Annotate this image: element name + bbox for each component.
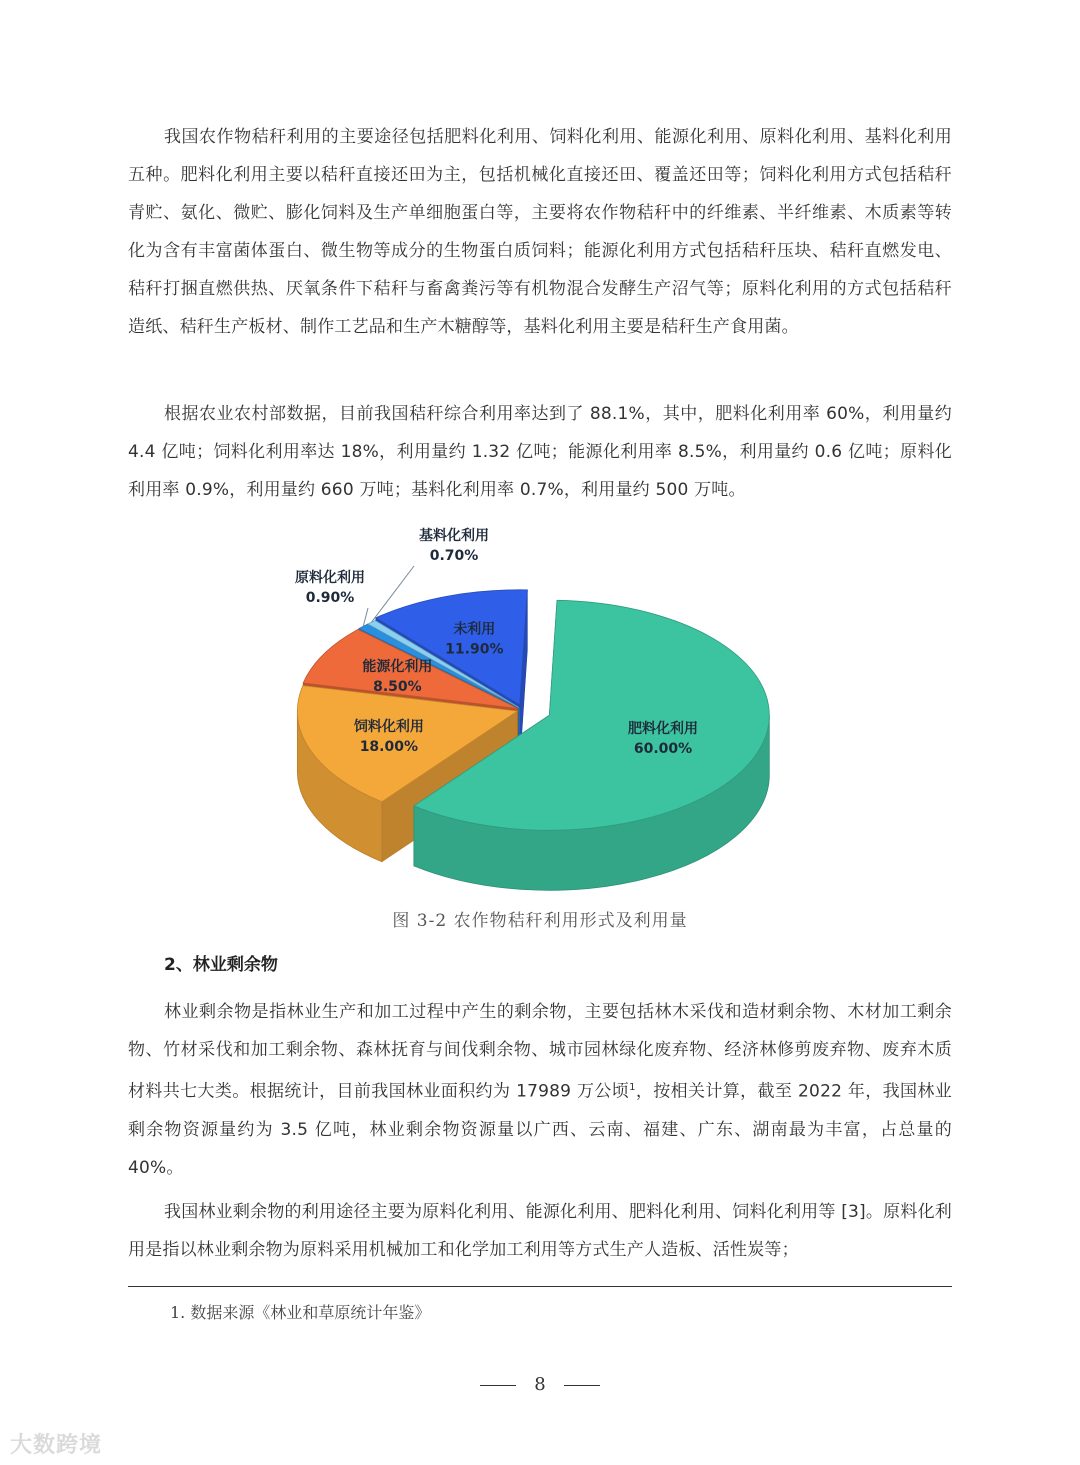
paragraph-straw-utilization-data: 根据农业农村部数据，目前我国秸秆综合利用率达到了 88.1%，其中，肥料化利用率 60%，利用量约 4.4 亿吨；饲料化利用率达 18%，利用量约 1.32 亿吨；能源化利用率 8.5%，利用量约 0.6 亿吨；原料化利用率 0.9%，利用量约 660 万吨；基料化利用率 0.7%，利用量约 500 万吨。 [128,404,952,500]
pie-label-name-2: 能源化利用 [362,658,433,675]
pie-label-name-3: 原料化利用 [295,570,365,586]
footnote-ref: 1 [629,1082,636,1093]
section-heading: 2、林业剩余物 [164,955,278,975]
paragraph-forestry-residue [128,993,952,1187]
paragraph-straw-utilization-paths: 我国农作物秸秆利用的主要途径包括肥料化利用、饲料化利用、能源化利用、原料化利用、基料化利用五种。肥料化利用主要以秸秆直接还田为主，包括机械化直接还田、覆盖还田等；饲料化利用方式包括秸秆青贮、氨化、微贮、膨化饲料及生产单细胞蛋白等，主要将农作物秸秆中的纤维素、半纤维素、木质素等转化为含有丰富菌体蛋白、微生物等成分的生物蛋白质饲料；能源化利用方式包括秸秆压块、秸秆直燃发电、秸秆打捆直燃供热、厌氧条件下秸秆与畜禽粪污等有机物混合发酵生产沼气等；原料化利用的方式包括秸秆造纸、秸秆生产板材、制作工艺品和生产木糖醇等，基料化利用主要是秸秆生产食用菌。 [128,127,952,337]
pie-label-value-0: 60.00% [633,740,693,757]
page-number [0,1374,1080,1395]
straw-utilization-pie-chart [278,520,818,900]
page-number-value: 8 [534,1374,546,1395]
pie-label-value-3: 0.90% [305,590,355,606]
watermark-logo: 大数跨境 [10,1433,103,1458]
pie-label-name-4: 基料化利用 [419,528,489,544]
paragraph-forestry-utilization: 我国林业剩余物的利用途径主要为原料化利用、能源化利用、肥料化利用、饲料化利用等 [3]。原料化利用是指以林业剩余物为原料采用机械加工和化学加工利用等方式生产人造板、活性炭等； [128,1202,952,1260]
pie-label-value-2: 8.50% [373,678,422,695]
footnote: 1. 数据来源《林业和草原统计年鉴》 [170,1303,431,1322]
pie-label-name-1: 饲料化利用 [353,719,424,736]
paragraph-forestry-residue-text-a: 林业剩余物是指林业生产和加工过程中产生的剩余物，主要包括林木采伐和造材剩余物、木材加工剩余物、竹材采伐和加工剩余物、森林抚育与间伐剩余物、城市园林绿化废弃物、经济林修剪废弃物、废弃木质材料共七大类。根据统计，目前我国林业面积约为 17989 万公顷 [128,1002,952,1102]
pie-label-value-5: 11.90% [445,641,504,658]
page-number-dash-right [564,1385,600,1386]
pie-chart-svg [278,520,818,900]
pie-label-value-4: 0.70% [429,548,479,564]
pie-leader-3 [363,608,368,626]
page-number-dash-left [480,1385,516,1386]
pie-label-name-5: 未利用 [453,621,496,638]
pie-tops [297,590,769,830]
pie-label-name-0: 肥料化利用 [628,720,699,737]
pie-label-value-1: 18.00% [359,739,419,756]
figure-caption: 图 3-2 农作物秸秆利用形式及利用量 [392,911,688,931]
footnote-divider [128,1286,952,1287]
paragraph-forestry-residue-text-b: ，按相关计算，截至 2022 年，我国林业剩余物资源量约为 3.5 亿吨，林业剩余物资源量以广西、云南、福建、广东、湖南最为丰富，占总量的 40%。 [128,1081,952,1178]
